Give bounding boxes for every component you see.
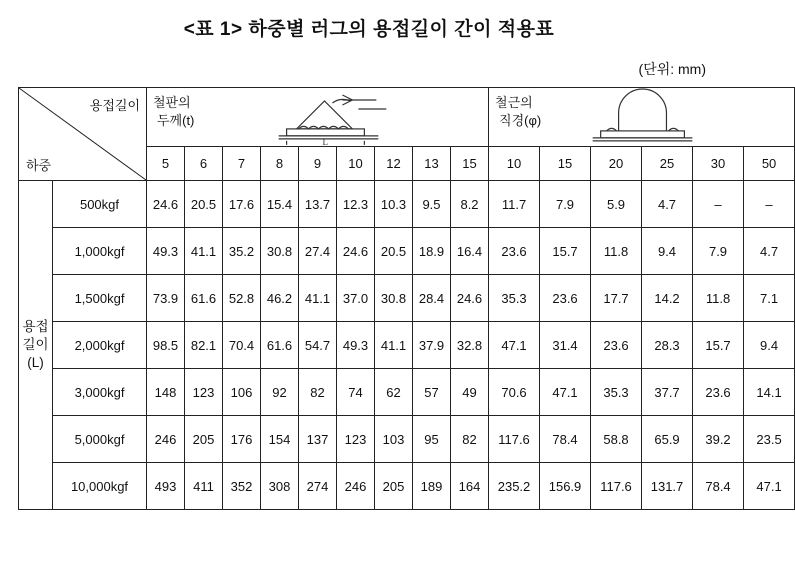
cell-value: 205 [375, 463, 413, 510]
plate-group-label: 철판의 두께(t) [153, 95, 195, 128]
cell-value: 148 [147, 369, 185, 416]
table-container [18, 87, 782, 510]
cell-value: 411 [185, 463, 223, 510]
cell-value: 47.1 [744, 463, 795, 510]
row-load-label: 5,000kgf [53, 416, 147, 463]
cell-value: 82.1 [185, 322, 223, 369]
cell-value: 15.7 [693, 322, 744, 369]
row-load-label: 3,000kgf [53, 369, 147, 416]
document-page [0, 14, 782, 562]
cell-value: 35.2 [223, 228, 261, 275]
table-row [19, 322, 795, 369]
cell-value: 9.4 [642, 228, 693, 275]
col-header-plate-12: 12 [375, 146, 413, 180]
cell-value: 352 [223, 463, 261, 510]
cell-value: 82 [451, 416, 489, 463]
table-row [19, 228, 795, 275]
cell-value: 131.7 [642, 463, 693, 510]
cell-value: 61.6 [185, 275, 223, 322]
col-header-plate-6: 6 [185, 146, 223, 180]
row-load-label: 1,500kgf [53, 275, 147, 322]
cell-value: 176 [223, 416, 261, 463]
row-kind-line-1: 용접 [22, 318, 49, 334]
cell-value: 9.5 [413, 181, 451, 228]
cell-value: 49.3 [337, 322, 375, 369]
col-header-rebar-30: 30 [693, 146, 744, 180]
cell-value: 30.8 [375, 275, 413, 322]
cell-value: 52.8 [223, 275, 261, 322]
cell-value: 58.8 [591, 416, 642, 463]
cell-value: 493 [147, 463, 185, 510]
cell-value: 54.7 [299, 322, 337, 369]
cell-value: 24.6 [147, 181, 185, 228]
cell-value: 49.3 [147, 228, 185, 275]
col-header-rebar-10: 10 [489, 146, 540, 180]
cell-value: 98.5 [147, 322, 185, 369]
cell-value: 106 [223, 369, 261, 416]
col-header-rebar-50: 50 [744, 146, 795, 180]
cell-value: 30.8 [261, 228, 299, 275]
cell-value: 11.7 [489, 181, 540, 228]
cell-value: 205 [185, 416, 223, 463]
cell-value: 235.2 [489, 463, 540, 510]
corner-load-label: 하중 [26, 158, 52, 173]
cell-value: 74 [337, 369, 375, 416]
cell-value: 46.2 [261, 275, 299, 322]
cell-value: 41.1 [299, 275, 337, 322]
cell-value: 8.2 [451, 181, 489, 228]
col-header-plate-7: 7 [223, 146, 261, 180]
cell-value: 57 [413, 369, 451, 416]
cell-value: 23.6 [591, 322, 642, 369]
corner-header-cell [19, 88, 147, 181]
weld-length-table [18, 87, 795, 510]
row-kind-label-cell [19, 181, 53, 510]
corner-weld-length-label: 용접길이 [89, 98, 140, 113]
cell-value: 14.2 [642, 275, 693, 322]
cell-value: 24.6 [451, 275, 489, 322]
cell-value: 27.4 [299, 228, 337, 275]
cell-value: 49 [451, 369, 489, 416]
cell-value: 5.9 [591, 181, 642, 228]
col-header-plate-13: 13 [413, 146, 451, 180]
cell-value: 17.7 [591, 275, 642, 322]
cell-value: 23.6 [540, 275, 591, 322]
cell-value: 35.3 [489, 275, 540, 322]
col-header-plate-10: 10 [337, 146, 375, 180]
cell-value: 20.5 [185, 181, 223, 228]
cell-value: 65.9 [642, 416, 693, 463]
cell-value: 70.4 [223, 322, 261, 369]
cell-value: 4.7 [744, 228, 795, 275]
cell-value: 7.1 [744, 275, 795, 322]
row-load-label: 500kgf [53, 181, 147, 228]
cell-value: 123 [337, 416, 375, 463]
col-header-plate-15: 15 [451, 146, 489, 180]
table-header-row-group [19, 88, 795, 147]
cell-value: 13.7 [299, 181, 337, 228]
cell-value: 14.1 [744, 369, 795, 416]
cell-value: 37.9 [413, 322, 451, 369]
cell-value: 137 [299, 416, 337, 463]
rebar-group-label: 철근의 직경(φ) [495, 95, 542, 128]
cell-value: 23.5 [744, 416, 795, 463]
cell-value: 95 [413, 416, 451, 463]
col-header-rebar-20: 20 [591, 146, 642, 180]
cell-value: 246 [147, 416, 185, 463]
cell-value: 92 [261, 369, 299, 416]
cell-value: 41.1 [375, 322, 413, 369]
cell-value: 37.0 [337, 275, 375, 322]
cell-value: 117.6 [591, 463, 642, 510]
cell-value: – [744, 181, 795, 228]
cell-value: 11.8 [693, 275, 744, 322]
cell-value: 117.6 [489, 416, 540, 463]
cell-value: 11.8 [591, 228, 642, 275]
table-row [19, 416, 795, 463]
cell-value: 39.2 [693, 416, 744, 463]
cell-value: 274 [299, 463, 337, 510]
col-header-plate-8: 8 [261, 146, 299, 180]
cell-value: 35.3 [591, 369, 642, 416]
cell-value: 70.6 [489, 369, 540, 416]
cell-value: 28.4 [413, 275, 451, 322]
cell-value: 103 [375, 416, 413, 463]
row-kind-line-2: 길이 [22, 336, 49, 352]
cell-value: 24.6 [337, 228, 375, 275]
cell-value: 7.9 [693, 228, 744, 275]
cell-value: 61.6 [261, 322, 299, 369]
cell-value: 28.3 [642, 322, 693, 369]
cell-value: 9.4 [744, 322, 795, 369]
col-header-plate-9: 9 [299, 146, 337, 180]
cell-value: 10.3 [375, 181, 413, 228]
table-row [19, 181, 795, 228]
cell-value: 20.5 [375, 228, 413, 275]
page-title: <표 1> 하중별 러그의 용접길이 간이 적용표 [183, 19, 555, 40]
cell-value: 308 [261, 463, 299, 510]
cell-value: 82 [299, 369, 337, 416]
cell-value: 246 [337, 463, 375, 510]
cell-value: 18.9 [413, 228, 451, 275]
cell-value: – [693, 181, 744, 228]
steel-plate-lug-sketch-icon [147, 88, 488, 146]
cell-value: 164 [451, 463, 489, 510]
cell-value: 73.9 [147, 275, 185, 322]
cell-value: 62 [375, 369, 413, 416]
table-row [19, 463, 795, 510]
col-header-plate-5: 5 [147, 146, 185, 180]
cell-value: 31.4 [540, 322, 591, 369]
cell-value: 12.3 [337, 181, 375, 228]
cell-value: 189 [413, 463, 451, 510]
cell-value: 78.4 [540, 416, 591, 463]
cell-value: 47.1 [489, 322, 540, 369]
cell-value: 41.1 [185, 228, 223, 275]
plate-group-header [147, 88, 489, 147]
row-load-label: 1,000kgf [53, 228, 147, 275]
col-header-rebar-25: 25 [642, 146, 693, 180]
cell-value: 4.7 [642, 181, 693, 228]
cell-value: 32.8 [451, 322, 489, 369]
row-kind-line-3: (L) [27, 355, 44, 371]
rebar-group-header [489, 88, 795, 147]
cell-value: 47.1 [540, 369, 591, 416]
cell-value: 23.6 [489, 228, 540, 275]
col-header-rebar-15: 15 [540, 146, 591, 180]
cell-value: 15.4 [261, 181, 299, 228]
cell-value: 123 [185, 369, 223, 416]
cell-value: 78.4 [693, 463, 744, 510]
cell-value: 154 [261, 416, 299, 463]
table-row [19, 369, 795, 416]
row-load-label: 10,000kgf [53, 463, 147, 510]
cell-value: 15.7 [540, 228, 591, 275]
cell-value: 16.4 [451, 228, 489, 275]
svg-text:L: L [322, 136, 328, 147]
row-load-label: 2,000kgf [53, 322, 147, 369]
cell-value: 7.9 [540, 181, 591, 228]
cell-value: 23.6 [693, 369, 744, 416]
unit-note: (단위: mm) [638, 61, 706, 77]
table-row [19, 275, 795, 322]
cell-value: 156.9 [540, 463, 591, 510]
cell-value: 17.6 [223, 181, 261, 228]
cell-value: 37.7 [642, 369, 693, 416]
